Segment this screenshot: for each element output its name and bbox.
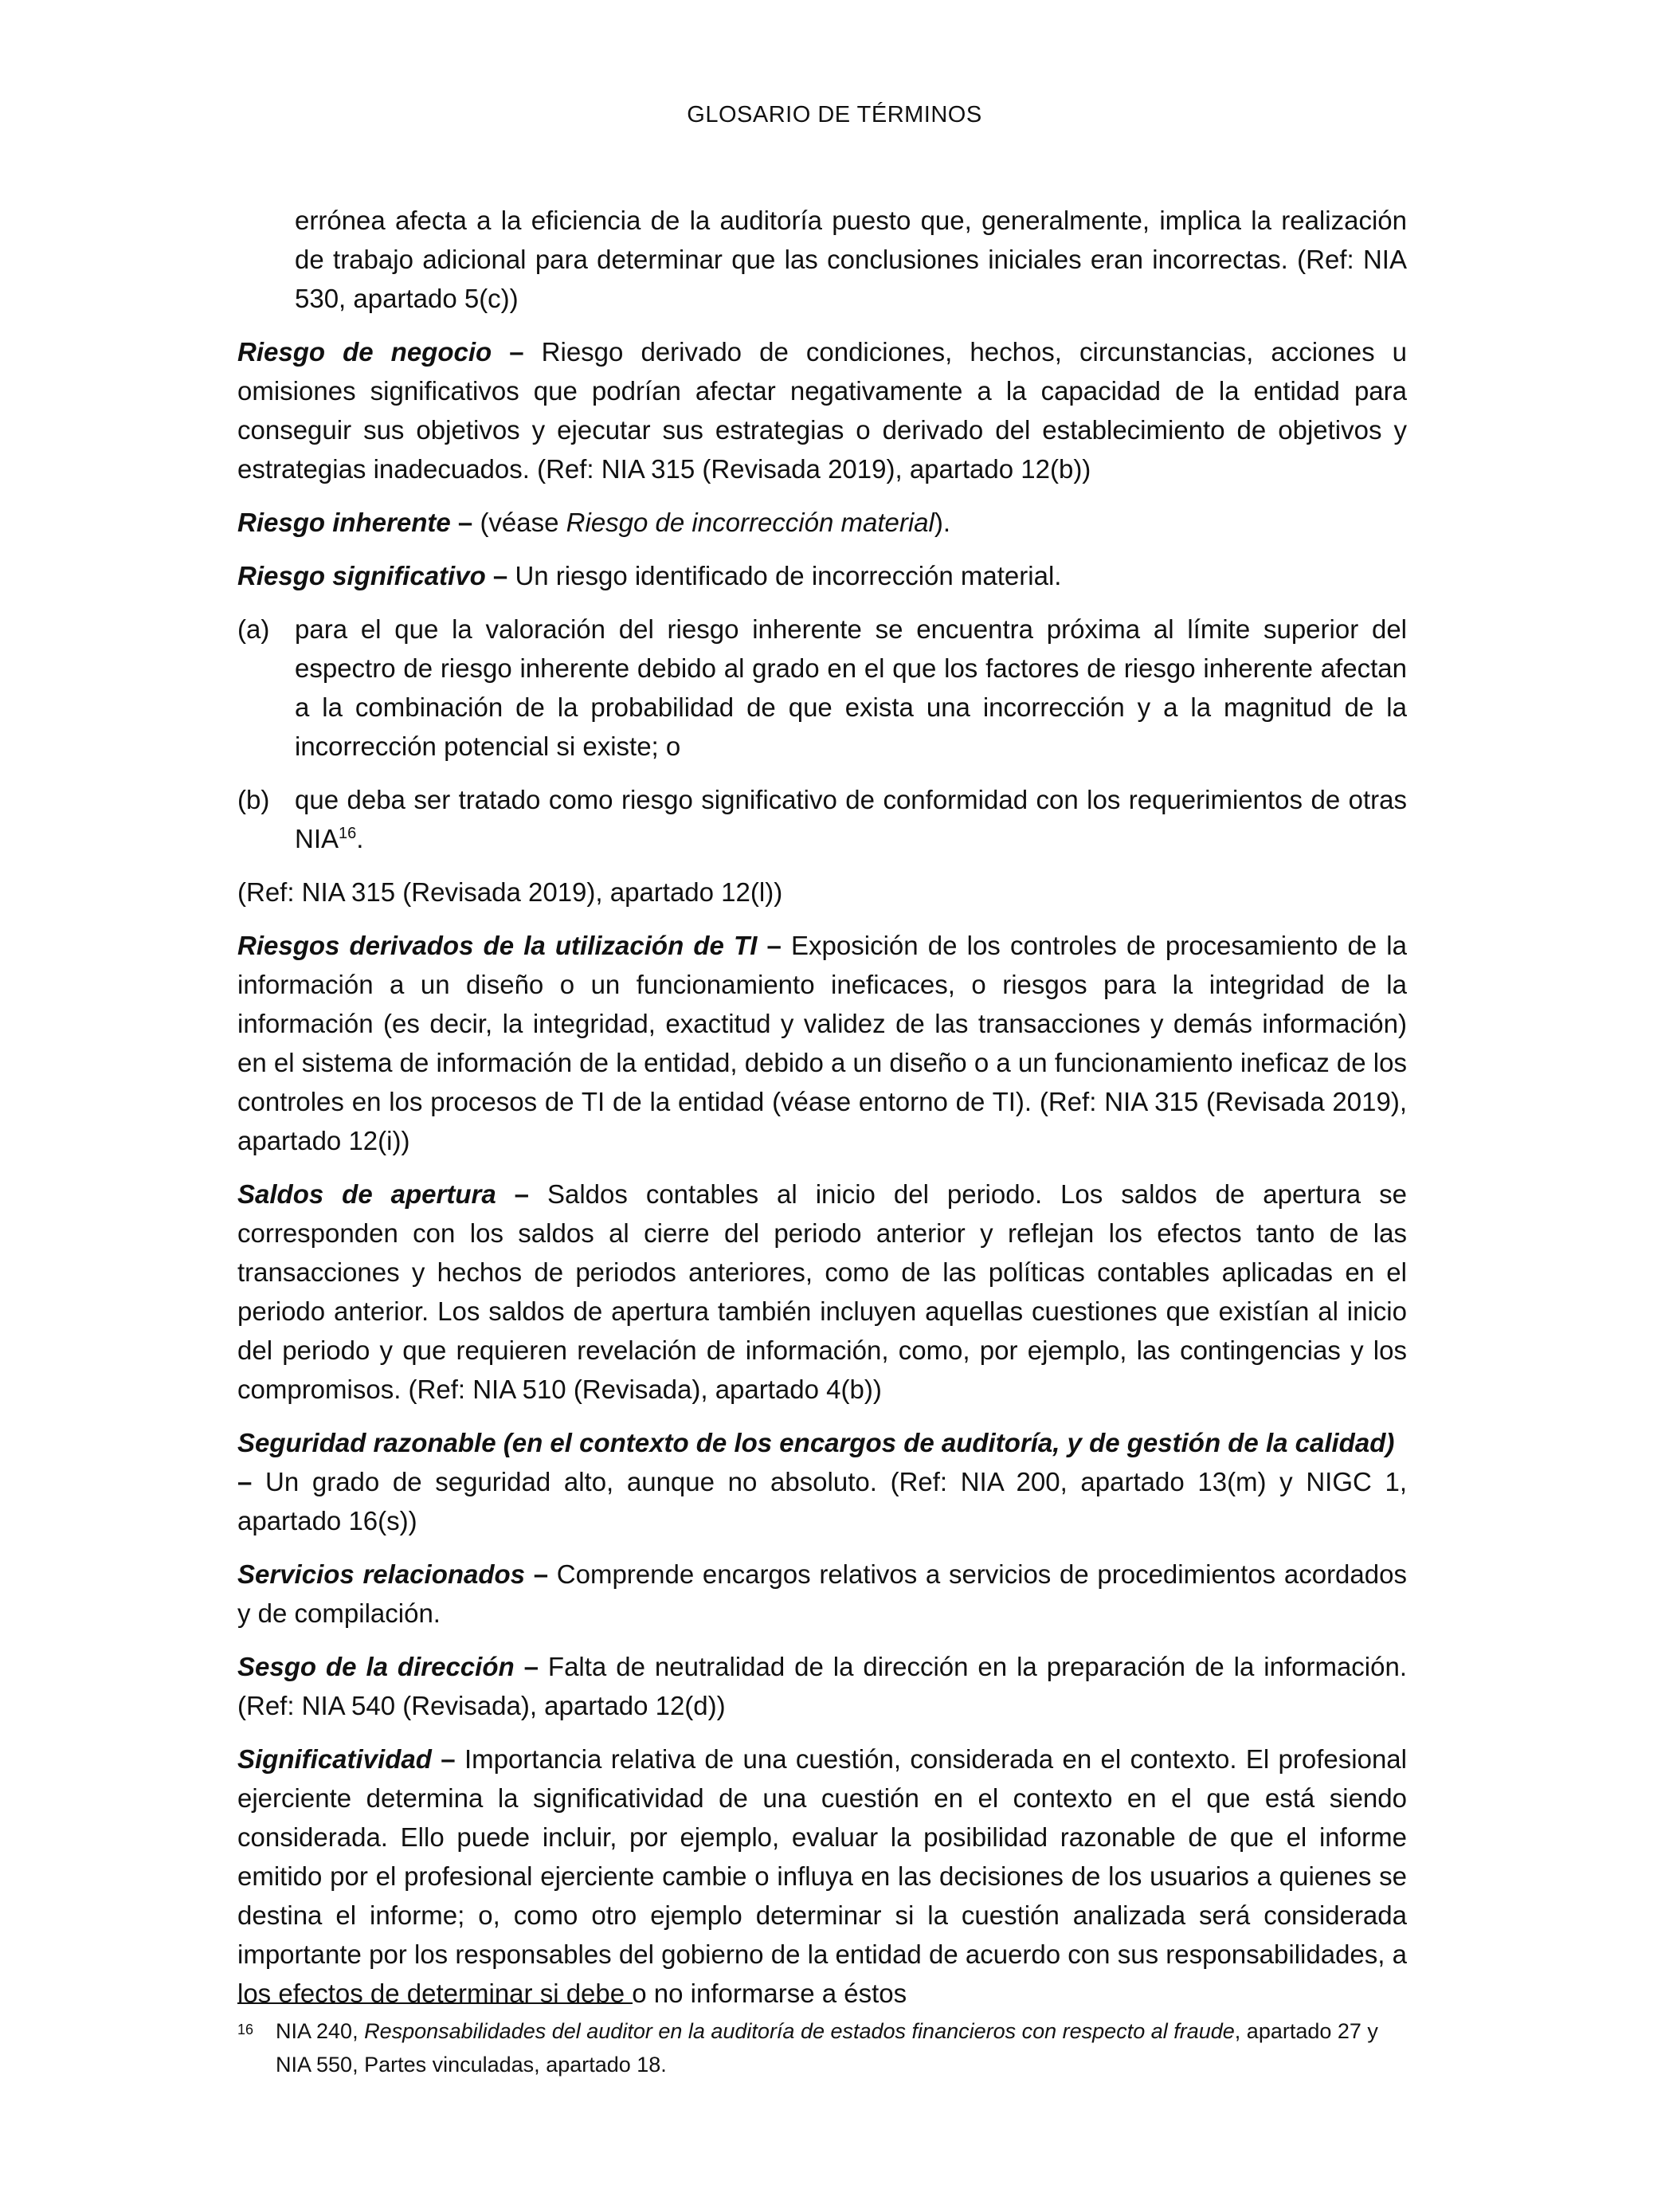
- term-dash: –: [514, 1652, 548, 1681]
- definition-post: ).: [934, 508, 951, 537]
- entry-seguridad-razonable: [237, 1423, 1407, 1540]
- term: Sesgo de la dirección: [237, 1652, 515, 1681]
- cross-reference: Riesgo de incorrección material: [566, 508, 934, 537]
- term-dash: –: [237, 1467, 266, 1496]
- term-dash: –: [485, 561, 515, 590]
- entry-riesgo-inherente: [237, 503, 1407, 542]
- list-item-label: (b): [237, 785, 270, 814]
- term-dash: –: [492, 337, 542, 367]
- footnote-title: Responsabilidades del auditor en la auditoría de estados financieros con respecto al fraude: [364, 2019, 1235, 2043]
- term-dash: –: [450, 508, 480, 537]
- term: Saldos de apertura: [237, 1179, 496, 1209]
- page-header: GLOSARIO DE TÉRMINOS: [687, 102, 982, 127]
- definition: Comprende encargos relativos a servicios de procedimientos acordados y de compilación.: [237, 1559, 1407, 1628]
- footnote-post: , apartado 27 y NIA 550, Partes vinculadas, apartado 18.: [276, 2019, 1378, 2077]
- term-dash: –: [757, 931, 792, 960]
- term: Riesgos derivados de la utilización de TI: [237, 931, 758, 960]
- definition: Saldos contables al inicio del periodo. Los saldos de apertura se corresponden con los saldos al cierre del periodo anterior y reflejan los efectos tanto de las transacciones y hechos de periodos anteriores, como de las políticas contables aplicadas en el periodo anterior. Los saldos de apertura también incluyen aquellas cuestiones que existían al inicio del periodo y que requieren revelación de información, como, por ejemplo, las contingencias y los compromisos. (Ref: NIA 510 (Revisada), apartado 4(b)): [237, 1179, 1407, 1404]
- list-item-label: (a): [237, 614, 270, 644]
- entry-sesgo-de-la-direccion: [237, 1647, 1407, 1725]
- list-item-a: [237, 610, 1407, 766]
- definition: Importancia relativa de una cuestión, considerada en el contexto. El profesional ejerciente determina la significatividad de una cuestión en el contexto en el que está siendo considerada. Ello puede incluir, por ejemplo, evaluar la posibilidad razonable de que el informe emitido por el profesional ejerciente cambie o influya en las decisiones de los usuarios a quienes se destina el informe; o, como otro ejemplo determinar si la cuestión analizada será considerada importante por los responsables del gobierno de la entidad de acuerdo con sus responsabilidades, a los efectos de determinar si debe o no informarse a éstos: [237, 1744, 1407, 2008]
- term-dash: –: [496, 1179, 547, 1209]
- term: Seguridad razonable (en el contexto de los encargos de auditoría, y de gestión de la calidad): [237, 1428, 1395, 1457]
- term: Riesgo inherente: [237, 508, 451, 537]
- list-item-text: para el que la valoración del riesgo inherente se encuentra próxima al límite superior del espectro de riesgo inherente debido al grado en el que los factores de riesgo inherente afectan a la combinación de la probabilidad de que exista una incorrección y a la magnitud de la incorrección potencial si existe; o: [295, 614, 1407, 761]
- entry-riesgo-significativo: [237, 556, 1407, 595]
- definition: Un grado de seguridad alto, aunque no absoluto. (Ref: NIA 200, apartado 13(m) y NIGC 1, apartado 16(s)): [237, 1467, 1407, 1535]
- definition: Un riesgo identificado de incorrección material.: [515, 561, 1062, 590]
- list-item-text: que deba ser tratado como riesgo significativo de conformidad con los requerimientos de otras NIA: [295, 785, 1407, 853]
- definition: Exposición de los controles de procesamiento de la información a un diseño o un funcionamiento ineficaces, o riesgos para la integridad de la información (es decir, la integridad, exactitud y validez de las transacciones y demás información) en el sistema de información de la entidad, debido a un diseño o a un funcionamiento ineficaz de los controles en los procesos de TI de la entidad (véase entorno de TI). (Ref: NIA 315 (Revisada 2019), apartado 12(i)): [237, 931, 1407, 1155]
- footnote-text: [237, 2014, 1407, 2081]
- entry-servicios-relacionados: [237, 1555, 1407, 1633]
- footnote-divider: [237, 2002, 633, 2004]
- term-dash: –: [525, 1559, 557, 1589]
- footnote-number: 16: [237, 2022, 254, 2037]
- footnote-marker: 16: [339, 825, 357, 842]
- term: Riesgo significativo: [237, 561, 486, 590]
- entry-significatividad: [237, 1739, 1407, 2013]
- list-item-end: .: [356, 824, 364, 853]
- definition: Falta de neutralidad de la dirección en la preparación de la información. (Ref: NIA 540 (Revisada), apartado 12(d)): [237, 1652, 1407, 1720]
- term: Riesgo de negocio: [237, 337, 492, 367]
- definition-pre: (véase: [480, 508, 566, 537]
- glossary-body: [237, 201, 1407, 2027]
- footnote-pre: NIA 240,: [276, 2019, 365, 2043]
- reference-line: (Ref: NIA 315 (Revisada 2019), apartado 12(l)): [237, 877, 783, 907]
- continuation-paragraph: errónea afecta a la eficiencia de la auditoría puesto que, generalmente, implica la realización de trabajo adicional para determinar que las conclusiones iniciales eran incorrectas. (Ref: NIA 530, apartado 5(c)): [295, 206, 1407, 313]
- term-dash: –: [431, 1744, 464, 1774]
- footnote: [237, 2014, 1407, 2081]
- entry-riesgos-ti: [237, 926, 1407, 1160]
- entry-riesgo-de-negocio: [237, 332, 1407, 488]
- term: Servicios relacionados: [237, 1559, 526, 1589]
- list-item-b: [237, 780, 1407, 858]
- term: Significatividad: [237, 1744, 432, 1774]
- entry-saldos-de-apertura: [237, 1175, 1407, 1409]
- definition: Riesgo derivado de condiciones, hechos, circunstancias, acciones u omisiones significativos que podrían afectar negativamente a la capacidad de la entidad para conseguir sus objetivos y ejecutar sus estrategias o derivado del establecimiento de objetivos y estrategias inadecuados. (Ref: NIA 315 (Revisada 2019), apartado 12(b)): [237, 337, 1407, 484]
